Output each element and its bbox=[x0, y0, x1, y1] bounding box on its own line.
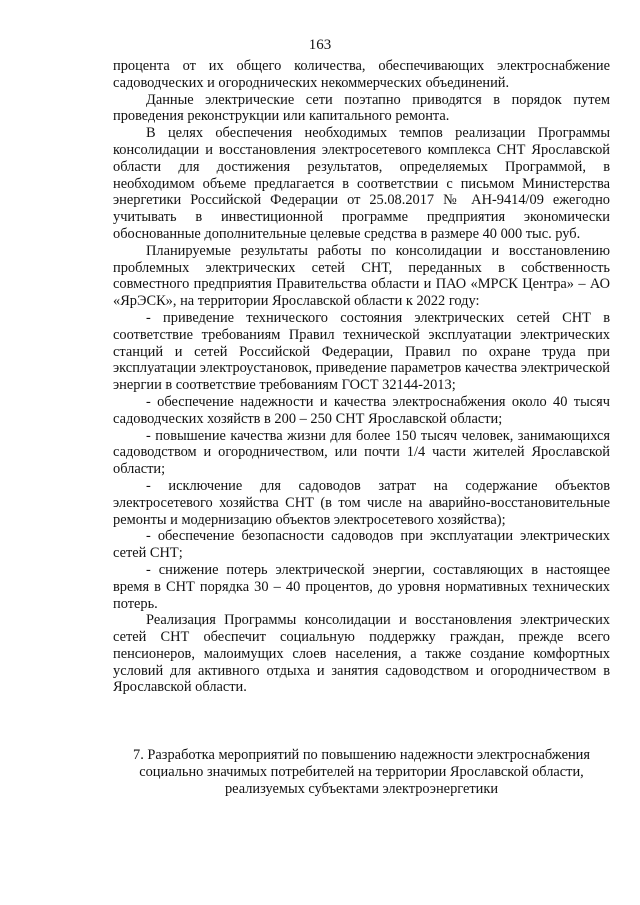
list-item: - приведение технического состояния электрических сетей СНТ в соответствие требованиям Правил технической эксплуатации электрических станций и сетей Российской Федерации, Правил по охране труда при эксплуатации электроустановок, приведение параметров качества электрической энергии в соответствие требованиям ГОСТ 32144-2013; bbox=[113, 309, 610, 394]
page-number: 163 bbox=[308, 37, 332, 53]
paragraph: Данные электрические сети поэтапно приводятся в порядок путем проведения реконструкции или капитального ремонта. bbox=[113, 91, 610, 125]
list-item: - исключение для садоводов затрат на содержание объектов электросетевого хозяйства СНТ (в том числе на аварийно-восстановительные ремонты и модернизацию объектов электросетевого хозяйства); bbox=[113, 477, 610, 528]
list-item: - обеспечение безопасности садоводов при эксплуатации электрических сетей СНТ; bbox=[113, 528, 610, 562]
body-text bbox=[113, 58, 610, 696]
paragraph: Реализация Программы консолидации и восстановления электрических сетей СНТ обеспечит социальную поддержку граждан, прежде всего пенсионеров, малоимущих слоев населения, а также создание комфортных условий для активного отдыха и занятия садоводством и огородничеством в Ярославской области. bbox=[113, 612, 610, 696]
paragraph: В целях обеспечения необходимых темпов реализации Программы консолидации и восстановления электросетевого комплекса СНТ Ярославской области для достижения результатов, определяемых Программой, в необходимом объеме предлагается в соответствии с письмом Министерства энергетики Российской Федерации от 25.08.2017 № АН-9414/09 ежегодно учитывать в инвестиционной программе предприятия экономически обоснованные дополнительные целевые средства в размере 40 000 тыс. руб. bbox=[113, 125, 610, 242]
section-heading bbox=[113, 747, 610, 797]
section-heading-text: 7. Разработка мероприятий по повышению надежности электроснабжения социально значимых потребителей на территории Ярославской области, реализуемых субъектами электроэнергетики bbox=[133, 747, 590, 797]
list-item: - обеспечение надежности и качества электроснабжения около 40 тысяч садоводческих хозяйств в 200 – 250 СНТ Ярославской области; bbox=[113, 393, 610, 427]
paragraph: Планируемые результаты работы по консолидации и восстановлению проблемных электрических сетей СНТ, переданных в собственность совместного предприятия Правительства области и ПАО «МРСК Центра» – АО «ЯрЭСК», на территории Ярославской области к 2022 году: bbox=[113, 242, 610, 310]
list-item: - повышение качества жизни для более 150 тысяч человек, занимающихся садоводством и огородничеством, или почти 1/4 части жителей Ярославской области; bbox=[113, 427, 610, 478]
list-item: - снижение потерь электрической энергии, составляющих в настоящее время в СНТ порядка 30 – 40 процентов, до уровня нормативных технических потерь. bbox=[113, 561, 610, 612]
paragraph: процента от их общего количества, обеспечивающих электроснабжение садоводческих и огороднических некоммерческих объединений. bbox=[113, 58, 610, 91]
